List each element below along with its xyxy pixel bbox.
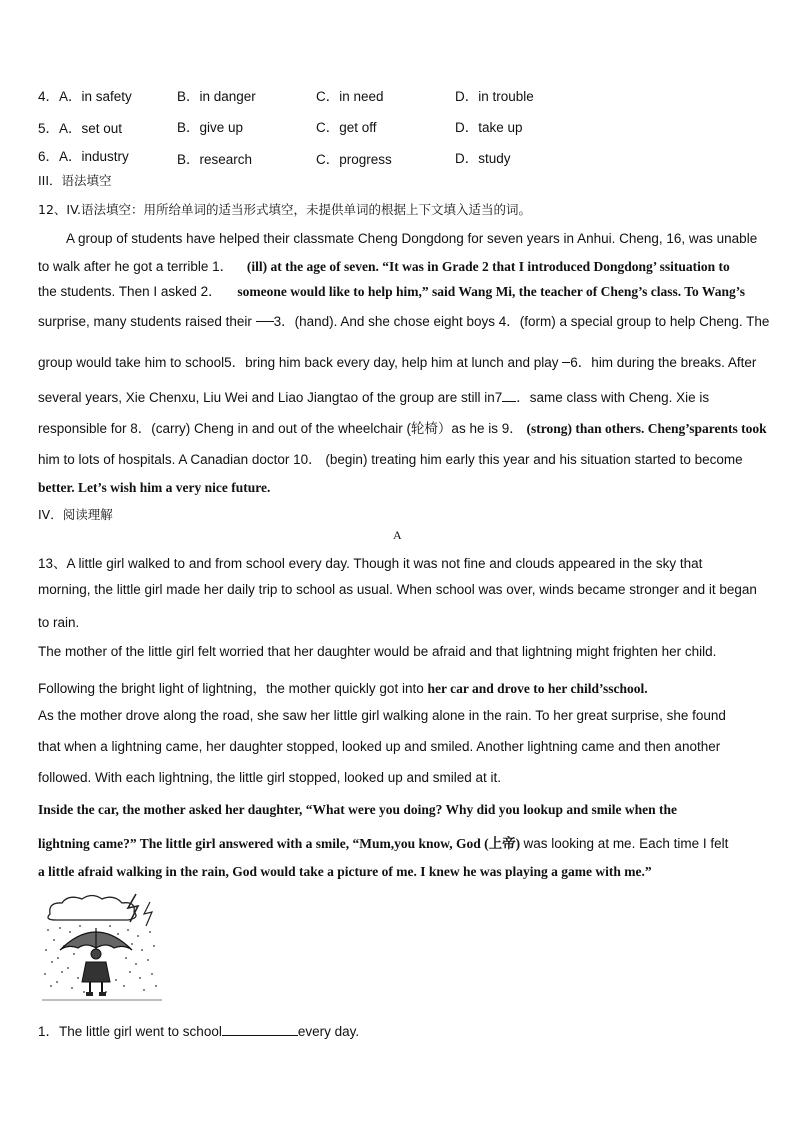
q13-line-5-part-b: her car and drove to her child’sschool. (427, 681, 648, 696)
option-6d: D．study (455, 151, 511, 166)
girl-umbrella-rain-icon (40, 892, 164, 1004)
section-3-title: III．语法填空 (38, 173, 112, 188)
option-6a: 6．A．industry (38, 149, 129, 164)
option-4a: 4．A．in safety (38, 89, 132, 104)
q12-line-2-part-b: (ill) at the age of seven. “It was in Grade 2 that I introduced Dongdong’ ssituation to (246, 259, 730, 274)
q12-line-4-part-a: surprise, many students raised their (38, 314, 256, 329)
q12-line-7 (38, 417, 767, 437)
q13-line-5 (38, 677, 648, 697)
question-1-part-b: every day. (297, 1024, 360, 1039)
option-5c: C．get off (316, 120, 377, 135)
q13-line-4: The mother of the little girl felt worried that her daughter would be afraid and that lightning might frighten her child. (38, 644, 717, 659)
option-4d: D．in trouble (455, 89, 534, 104)
blank-3[interactable] (256, 321, 274, 322)
question-1-part-a: 1．The little girl went to school (38, 1024, 222, 1039)
question-1 (38, 1020, 359, 1040)
question-1-blank[interactable] (222, 1035, 298, 1036)
q12-line-2 (38, 255, 730, 275)
q12-line-7-part-b: (strong) than others. Cheng’sparents took (526, 421, 767, 436)
passage-a-label: A (393, 528, 402, 542)
q13-line-3: to rain. (38, 615, 80, 630)
q12-line-3-part-a: the students. Then I asked 2． (38, 284, 222, 299)
q12-line-5-part-b: 6．him during the breaks. After (570, 355, 757, 370)
q12-line-3-part-b: someone would like to help him,” said Wang Mi, the teacher of Cheng’s class. To Wang’s (237, 284, 745, 299)
option-5a: 5．A．set out (38, 121, 123, 136)
q13-line-10 (38, 832, 728, 852)
q13-line-11: a little afraid walking in the rain, God would take a picture of me. I knew he was playing a game with me.” (38, 864, 652, 879)
q12-line-4-part-b: 3．(hand). And she chose eight boys 4．(form) a special group to help Cheng. The (273, 314, 770, 329)
option-4c: C．in need (316, 89, 384, 104)
option-4b: B．in danger (177, 89, 256, 104)
q12-line-8: him to lots of hospitals. A Canadian doctor 10． (begin) treating him early this year and his situation started to become (38, 452, 743, 467)
q13-line-10-part-b: was looking at me. Each time I felt (523, 836, 729, 851)
q13-line-8: followed. With each lightning, the little girl stopped, looked up and smiled at it. (38, 770, 502, 785)
q13-line-9: Inside the car, the mother asked her daughter, “What were you doing? Why did you lookup and smile when the (38, 802, 677, 817)
option-5b: B．give up (177, 120, 244, 135)
q13-line-6: As the mother drove along the road, she saw her little girl walking alone in the rain. To her great surprise, she found (38, 708, 726, 723)
q12-line-5-part-a: group would take him to school5．bring him back every day, help him at lunch and play (38, 355, 563, 370)
q12-line-4 (38, 310, 769, 330)
q12-line-2-part-a: to walk after he got a terrible 1． (38, 259, 234, 274)
q13-line-5-part-a: Following the bright light of lightning，the mother quickly got into (38, 681, 428, 696)
q13-line-10-part-a: lightning came?” The little girl answered with a smile, “Mum,you know, God (上帝) (38, 836, 524, 851)
q13-line-1: 13、A little girl walked to and from school every day. Though it was not fine and clouds appeared in the sky that (38, 556, 703, 571)
option-6b: B．research (177, 152, 253, 167)
q13-line-2: morning, the little girl made her daily trip to school as usual. When school was over, winds became stronger and it began (38, 582, 757, 597)
q12-line-7-part-a: responsible for 8．(carry) Cheng in and out of the wheelchair (轮椅）as he is 9． (38, 421, 523, 436)
q12-heading: 12、IV.语法填空：用所给单词的适当形式填空，未提供单词的根据上下文填入适当的词。 (38, 202, 532, 217)
q12-line-6-part-a: several years, Xie Chenxu, Liu Wei and Liao Jiangtao of the group are still in7 (38, 390, 503, 405)
q13-line-7: that when a lightning came, her daughter stopped, looked up and smiled. Another lightning came and then another (38, 739, 721, 754)
q12-line-1: A group of students have helped their classmate Cheng Dongdong for seven years in Anhui. Cheng, 16, was unable (66, 231, 758, 246)
q12-line-3 (38, 280, 745, 300)
q12-line-5 (38, 351, 756, 371)
section-4-title: IV．阅读理解 (38, 507, 113, 522)
blank-7[interactable] (502, 401, 516, 402)
q12-line-6-part-b: ．same class with Cheng. Xie is (516, 390, 710, 405)
option-5d: D．take up (455, 120, 523, 135)
option-6c: C．progress (316, 152, 392, 167)
q12-line-9: better. Let’s wish him a very nice future. (38, 480, 271, 495)
q12-line-6 (38, 386, 709, 406)
